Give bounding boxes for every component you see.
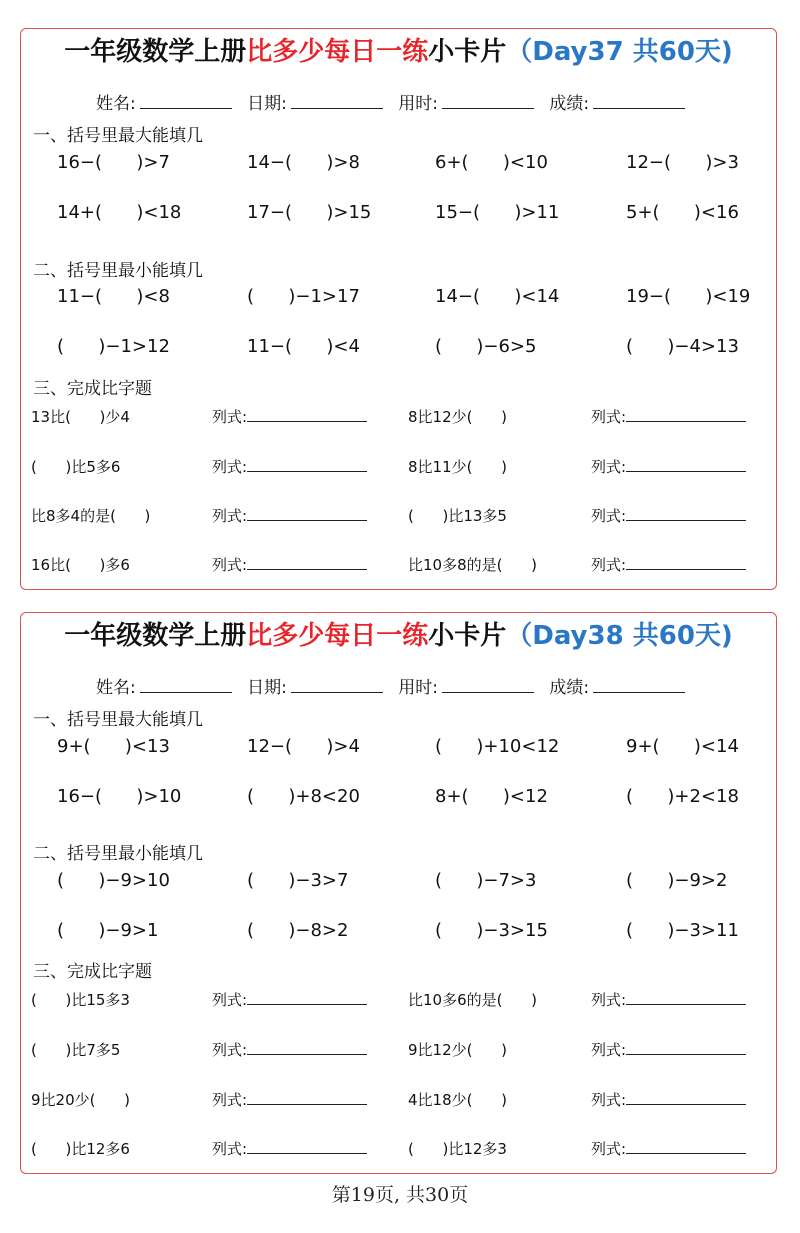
word-problem: 8比12少( ) (408, 408, 507, 426)
problem[interactable]: ( )−9>2 (626, 870, 728, 891)
problem[interactable]: 5+( )<16 (626, 202, 739, 223)
problem[interactable]: ( )−3>15 (435, 920, 548, 941)
word-problem: ( )比15多3 (31, 991, 130, 1009)
problem[interactable]: ( )+8<20 (247, 786, 360, 807)
word-problem-row (21, 1089, 776, 1111)
section2-row (21, 285, 776, 309)
problem[interactable]: ( )−1>17 (247, 286, 360, 307)
problem[interactable]: 14−( )<14 (435, 286, 560, 307)
problem[interactable]: ( )−6>5 (435, 336, 537, 357)
formula-blank[interactable]: 列式: (591, 989, 746, 1011)
formula-blank[interactable]: 列式: (212, 1039, 367, 1061)
problem[interactable]: ( )−9>1 (57, 920, 159, 941)
formula-blank[interactable]: 列式: (212, 554, 367, 576)
section2-row (21, 869, 776, 893)
name-field[interactable]: 姓名: (96, 89, 232, 114)
formula-blank[interactable]: 列式: (591, 505, 746, 527)
section3-title: 三、完成比字题 (33, 379, 152, 399)
formula-blank[interactable]: 列式: (212, 989, 367, 1011)
word-problem: ( )比7多5 (31, 1041, 121, 1059)
word-problem: ( )比12多3 (408, 1140, 507, 1158)
problem[interactable]: 11−( )<4 (247, 336, 360, 357)
word-problem: ( )比5多6 (31, 458, 121, 476)
problem[interactable]: ( )−4>13 (626, 336, 739, 357)
score-field[interactable]: 成绩: (549, 89, 685, 114)
section1-title: 一、括号里最大能填几 (33, 710, 203, 730)
problem[interactable]: 17−( )>15 (247, 202, 372, 223)
page-number: 第19页, 共30页 (331, 1184, 469, 1206)
formula-blank[interactable]: 列式: (212, 505, 367, 527)
formula-blank[interactable]: 列式: (212, 1138, 367, 1160)
section1-title: 一、括号里最大能填几 (33, 126, 203, 146)
section2-row (21, 919, 776, 943)
section1-row (21, 201, 776, 225)
formula-blank[interactable]: 列式: (591, 1089, 746, 1111)
word-problem-row (21, 456, 776, 478)
score-field[interactable]: 成绩: (549, 673, 685, 698)
formula-blank[interactable]: 列式: (591, 456, 746, 478)
word-problem: ( )比12多6 (31, 1140, 130, 1158)
problem[interactable]: ( )−7>3 (435, 870, 537, 891)
section2-title: 二、括号里最小能填几 (33, 844, 203, 864)
time-field[interactable]: 用时: (398, 673, 534, 698)
problem[interactable]: 16−( )>10 (57, 786, 182, 807)
section1-row (21, 735, 776, 759)
word-problem-row (21, 1039, 776, 1061)
problem[interactable]: 6+( )<10 (435, 152, 548, 173)
problem[interactable]: ( )−8>2 (247, 920, 349, 941)
time-field[interactable]: 用时: (398, 89, 534, 114)
student-info-row (96, 673, 695, 698)
problem[interactable]: ( )−9>10 (57, 870, 170, 891)
formula-blank[interactable]: 列式: (591, 1138, 746, 1160)
problem[interactable]: 8+( )<12 (435, 786, 548, 807)
section2-title: 二、括号里最小能填几 (33, 261, 203, 281)
problem[interactable]: 16−( )>7 (57, 152, 170, 173)
word-problem: 8比11少( ) (408, 458, 507, 476)
word-problem-row (21, 406, 776, 428)
problem[interactable]: 14+( )<18 (57, 202, 182, 223)
word-problem-row (21, 505, 776, 527)
word-problem: 比10多8的是( ) (408, 556, 537, 574)
section1-row (21, 785, 776, 809)
problem[interactable]: ( )−3>11 (626, 920, 739, 941)
word-problem: 4比18少( ) (408, 1091, 507, 1109)
practice-card-day37 (20, 28, 777, 590)
section3-title: 三、完成比字题 (33, 962, 152, 982)
formula-blank[interactable]: 列式: (591, 554, 746, 576)
word-problem: 比8多4的是( ) (31, 507, 151, 525)
name-field[interactable]: 姓名: (96, 673, 232, 698)
problem[interactable]: ( )+2<18 (626, 786, 739, 807)
word-problem-row (21, 989, 776, 1011)
problem[interactable]: 9+( )<14 (626, 736, 739, 757)
formula-blank[interactable]: 列式: (212, 406, 367, 428)
section2-row (21, 335, 776, 359)
word-problem: 9比20少( ) (31, 1091, 130, 1109)
section1-row (21, 151, 776, 175)
word-problem: ( )比13多5 (408, 507, 507, 525)
problem[interactable]: 11−( )<8 (57, 286, 170, 307)
card-title: 一年级数学上册比多少每日一练小卡片（Day38 共60天) (64, 621, 733, 651)
practice-card-day38 (20, 612, 777, 1174)
formula-blank[interactable]: 列式: (212, 1089, 367, 1111)
word-problem-row (21, 1138, 776, 1160)
date-field[interactable]: 日期: (247, 89, 383, 114)
problem[interactable]: ( )+10<12 (435, 736, 560, 757)
problem[interactable]: ( )−1>12 (57, 336, 170, 357)
word-problem-row (21, 554, 776, 576)
word-problem: 9比12少( ) (408, 1041, 507, 1059)
card-title: 一年级数学上册比多少每日一练小卡片（Day37 共60天) (64, 37, 733, 67)
problem[interactable]: 12−( )>4 (247, 736, 360, 757)
word-problem: 13比( )少4 (31, 408, 130, 426)
problem[interactable]: ( )−3>7 (247, 870, 349, 891)
formula-blank[interactable]: 列式: (212, 456, 367, 478)
formula-blank[interactable]: 列式: (591, 1039, 746, 1061)
problem[interactable]: 19−( )<19 (626, 286, 751, 307)
date-field[interactable]: 日期: (247, 673, 383, 698)
word-problem: 16比( )多6 (31, 556, 130, 574)
student-info-row (96, 89, 695, 114)
word-problem: 比10多6的是( ) (408, 991, 537, 1009)
formula-blank[interactable]: 列式: (591, 406, 746, 428)
problem[interactable]: 12−( )>3 (626, 152, 739, 173)
problem[interactable]: 9+( )<13 (57, 736, 170, 757)
problem[interactable]: 15−( )>11 (435, 202, 560, 223)
problem[interactable]: 14−( )>8 (247, 152, 360, 173)
